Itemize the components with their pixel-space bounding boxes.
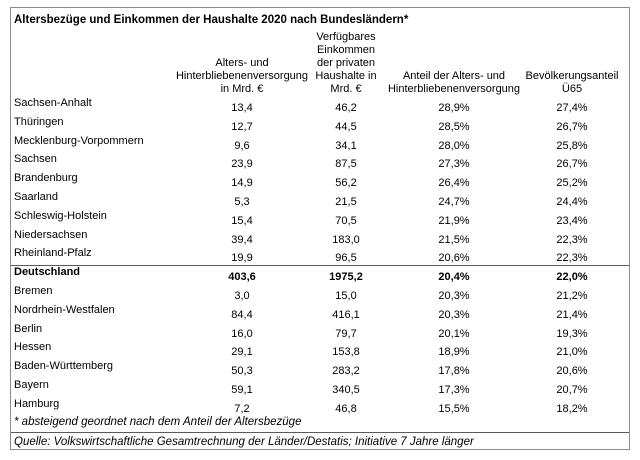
bundesland-name: Sachsen — [14, 153, 57, 166]
cell-verfuegbares-einkommen: 56,2 — [335, 177, 357, 190]
cell-anteil: 24,7% — [438, 196, 470, 208]
cell-anteil: 28,5% — [438, 120, 470, 133]
cell-bevoelkerungsanteil: 22,0% — [556, 271, 588, 284]
cell-anteil: 20,4% — [438, 271, 470, 284]
cell-verfuegbares-einkommen: 340,5 — [332, 384, 360, 396]
cell-bevoelkerungsanteil: 24,4% — [556, 196, 588, 208]
bundesland-name: Bremen — [14, 285, 53, 297]
cell-bevoelkerungsanteil: 18,2% — [556, 402, 588, 415]
table-row — [11, 135, 629, 154]
table-row — [11, 323, 629, 342]
column-header-line: Hinterbliebenenversorgung — [387, 83, 521, 95]
cell-altersversorgung: 12,7 — [231, 120, 253, 133]
bundesland-name: Deutschland — [14, 266, 81, 279]
source-separator-line — [11, 432, 629, 433]
table-row — [11, 229, 629, 248]
cell-altersversorgung: 19,9 — [231, 252, 253, 265]
cell-altersversorgung: 50,3 — [231, 365, 253, 378]
table-row — [11, 247, 629, 266]
cell-verfuegbares-einkommen: 15,0 — [335, 290, 357, 302]
column-header-line: Verfügbares — [316, 31, 376, 43]
table-row — [11, 398, 629, 417]
cell-bevoelkerungsanteil: 21,2% — [556, 290, 588, 302]
cell-anteil: 28,0% — [438, 139, 470, 152]
bundesland-name: Brandenburg — [14, 172, 78, 185]
cell-altersversorgung: 84,4 — [231, 308, 253, 321]
footnote: * absteigend geordnet nach dem Anteil der Altersbezüge — [14, 416, 302, 428]
cell-verfuegbares-einkommen: 96,5 — [335, 252, 357, 265]
column-header-line: Haushalte in — [315, 70, 377, 82]
cell-bevoelkerungsanteil: 23,4% — [556, 214, 588, 227]
cell-bevoelkerungsanteil: 21,4% — [556, 308, 588, 321]
cell-bevoelkerungsanteil: 20,6% — [556, 365, 588, 378]
cell-altersversorgung: 16,0 — [231, 327, 253, 340]
cell-altersversorgung: 23,9 — [231, 158, 253, 171]
table-row — [11, 191, 629, 210]
table-row — [11, 304, 629, 323]
bundesland-name: Hessen — [14, 341, 52, 354]
column-header-altersversorgung — [176, 57, 308, 96]
cell-bevoelkerungsanteil: 27,4% — [556, 102, 588, 114]
cell-altersversorgung: 13,4 — [231, 102, 253, 114]
cell-verfuegbares-einkommen: 79,7 — [335, 327, 357, 340]
cell-anteil: 15,5% — [438, 402, 470, 415]
cell-altersversorgung: 403,6 — [228, 271, 256, 284]
bundesland-name: Baden-Württemberg — [14, 360, 114, 373]
cell-verfuegbares-einkommen: 21,5 — [335, 196, 357, 208]
bundesland-name: Berlin — [14, 322, 43, 335]
column-header-line: Ü65 — [561, 83, 583, 95]
cell-anteil: 28,9% — [438, 102, 470, 114]
bundesland-name: Thüringen — [14, 115, 64, 128]
cell-anteil: 26,4% — [438, 177, 470, 190]
table-row — [11, 153, 629, 172]
cell-altersversorgung: 3,0 — [234, 290, 250, 302]
cell-bevoelkerungsanteil: 19,3% — [556, 327, 588, 340]
bundesland-name: Mecklenburg-Vorpommern — [14, 134, 144, 147]
cell-verfuegbares-einkommen: 46,8 — [335, 402, 357, 415]
column-header-line: Hinterbliebenenversorgung — [175, 70, 309, 82]
column-header-anteil — [388, 70, 520, 96]
cell-anteil: 17,3% — [438, 384, 470, 396]
cell-altersversorgung: 59,1 — [231, 384, 253, 396]
column-header-line: Anteil der Alters- und — [402, 70, 506, 82]
bundesland-name: Saarland — [14, 191, 59, 203]
cell-bevoelkerungsanteil: 25,2% — [556, 177, 588, 190]
cell-anteil: 20,6% — [438, 252, 470, 265]
column-header-line: Alters- und — [215, 57, 269, 69]
cell-bevoelkerungsanteil: 26,7% — [556, 120, 588, 133]
cell-anteil: 20,3% — [438, 290, 470, 302]
cell-verfuegbares-einkommen: 153,8 — [332, 346, 360, 359]
cell-bevoelkerungsanteil: 22,3% — [556, 233, 588, 246]
column-header-line: in Mrd. € — [220, 83, 264, 95]
table-row — [11, 116, 629, 135]
cell-altersversorgung: 9,6 — [234, 139, 250, 152]
table-row — [11, 97, 629, 116]
table-title: Altersbezüge und Einkommen der Haushalte 2020 nach Bundesländern* — [14, 14, 409, 26]
table-row — [11, 266, 629, 285]
bundesland-name: Rheinland-Pfalz — [14, 247, 92, 260]
cell-bevoelkerungsanteil: 25,8% — [556, 139, 588, 152]
table-row — [11, 379, 629, 398]
bundesland-name: Nordrhein-Westfalen — [14, 303, 115, 316]
cell-anteil: 21,9% — [438, 214, 470, 227]
column-header-line: Einkommen — [316, 44, 376, 56]
cell-anteil: 17,8% — [438, 365, 470, 378]
cell-verfuegbares-einkommen: 70,5 — [335, 214, 357, 227]
cell-anteil: 20,3% — [438, 308, 470, 321]
column-header-line: der privaten — [316, 57, 376, 69]
source-line: Quelle: Volkswirtschaftliche Gesamtrechnung der Länder/Destatis; Initiative 7 Jahre länger — [14, 436, 474, 448]
table-row — [11, 172, 629, 191]
cell-bevoelkerungsanteil: 22,3% — [556, 252, 588, 265]
table-row — [11, 285, 629, 304]
table-row — [11, 360, 629, 379]
table-row — [11, 341, 629, 360]
cell-bevoelkerungsanteil: 26,7% — [556, 158, 588, 171]
cell-altersversorgung: 7,2 — [234, 402, 250, 415]
cell-anteil: 27,3% — [438, 158, 470, 171]
cell-anteil: 20,1% — [438, 327, 470, 340]
column-header-bevoelkerungsanteil — [526, 70, 619, 96]
cell-verfuegbares-einkommen: 46,2 — [335, 102, 357, 114]
bundesland-name: Sachsen-Anhalt — [14, 97, 92, 109]
cell-verfuegbares-einkommen: 1975,2 — [329, 271, 363, 284]
column-header-verfuegbares-einkommen — [315, 31, 376, 96]
cell-verfuegbares-einkommen: 183,0 — [332, 233, 360, 246]
bundesland-name: Niedersachsen — [14, 228, 88, 241]
cell-bevoelkerungsanteil: 20,7% — [556, 384, 588, 396]
table-frame — [10, 7, 630, 450]
cell-bevoelkerungsanteil: 21,0% — [556, 346, 588, 359]
table-row — [11, 210, 629, 229]
cell-altersversorgung: 39,4 — [231, 233, 253, 246]
bundesland-name: Bayern — [14, 379, 49, 391]
cell-anteil: 18,9% — [438, 346, 470, 359]
column-header-line: Mrd. € — [330, 83, 362, 95]
cell-anteil: 21,5% — [438, 233, 470, 246]
cell-altersversorgung: 5,3 — [234, 196, 250, 208]
cell-altersversorgung: 14,9 — [231, 177, 253, 190]
cell-verfuegbares-einkommen: 87,5 — [335, 158, 357, 171]
cell-altersversorgung: 29,1 — [231, 346, 253, 359]
cell-verfuegbares-einkommen: 283,2 — [332, 365, 360, 378]
cell-verfuegbares-einkommen: 34,1 — [335, 139, 357, 152]
cell-verfuegbares-einkommen: 44,5 — [335, 120, 357, 133]
column-header-line: Bevölkerungsanteil — [525, 70, 619, 82]
cell-altersversorgung: 15,4 — [231, 214, 253, 227]
bundesland-name: Schleswig-Holstein — [14, 209, 107, 222]
bundesland-name: Hamburg — [14, 397, 60, 410]
cell-verfuegbares-einkommen: 416,1 — [332, 308, 360, 321]
